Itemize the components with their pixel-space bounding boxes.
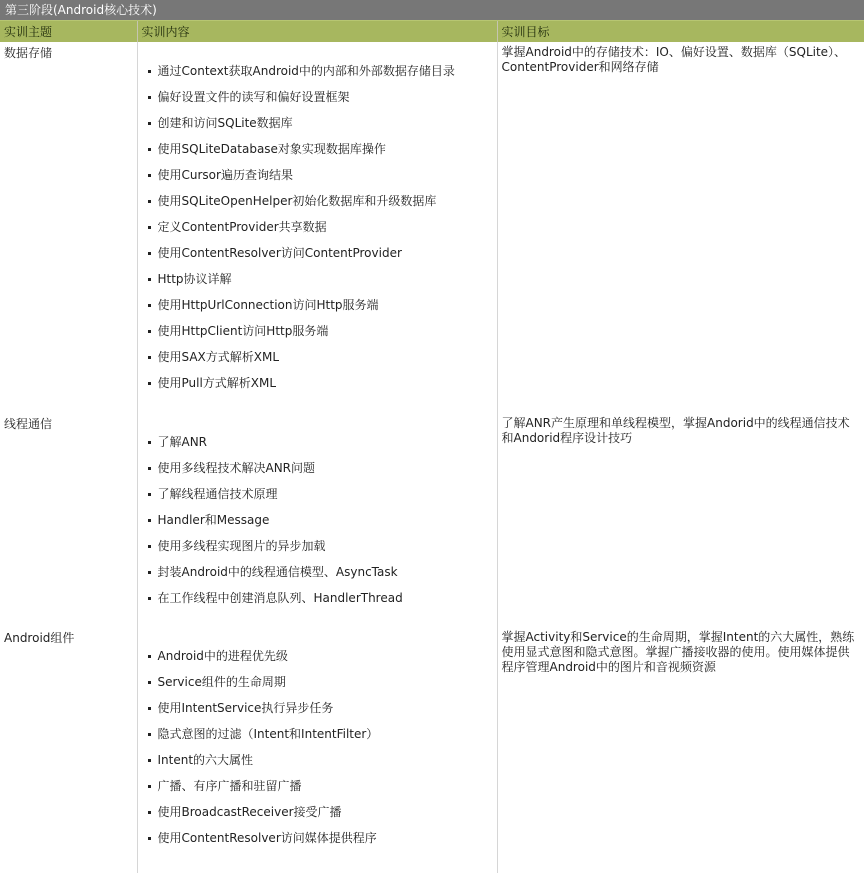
topic-cell: Android组件	[4, 631, 75, 645]
list-item: 了解ANR	[152, 429, 493, 455]
list-item: 偏好设置文件的读写和偏好设置框架	[152, 84, 493, 110]
goal-cell: 掌握Android中的存储技术：IO、偏好设置、数据库（SQLite）、ContentProvider和网络存储	[497, 42, 864, 413]
stage-title: 第三阶段(Android核心技术)	[0, 0, 864, 21]
topic-cell: 数据存储	[4, 46, 53, 60]
content-list	[142, 429, 493, 611]
content-cell	[137, 627, 497, 873]
content-list	[142, 643, 493, 851]
list-item: 创建和访问SQLite数据库	[152, 110, 493, 136]
list-item: Intent的六大属性	[152, 747, 493, 773]
list-item: 使用ContentResolver访问ContentProvider	[152, 240, 493, 266]
list-item: 使用SAX方式解析XML	[152, 344, 493, 370]
list-item: 使用Pull方式解析XML	[152, 370, 493, 396]
list-item: 隐式意图的过滤（Intent和IntentFilter）	[152, 721, 493, 747]
content-cell	[137, 413, 497, 627]
curriculum-table	[0, 21, 864, 873]
list-item: 了解线程通信技术原理	[152, 481, 493, 507]
content-cell	[137, 42, 497, 413]
list-item: 在工作线程中创建消息队列、HandlerThread	[152, 585, 493, 611]
header-goal: 实训目标	[497, 21, 864, 42]
list-item: 广播、有序广播和驻留广播	[152, 773, 493, 799]
list-item: 使用HttpUrlConnection访问Http服务端	[152, 292, 493, 318]
list-item: 定义ContentProvider共享数据	[152, 214, 493, 240]
header-row	[0, 21, 864, 42]
goal-cell: 了解ANR产生原理和单线程模型，掌握Andorid中的线程通信技术和Andorid程序设计技巧	[497, 413, 864, 627]
list-item: 使用SQLiteDatabase对象实现数据库操作	[152, 136, 493, 162]
table-row	[0, 627, 864, 873]
content-list	[142, 58, 493, 396]
table-row	[0, 413, 864, 627]
list-item: 使用ContentResolver访问媒体提供程序	[152, 825, 493, 851]
header-topic: 实训主题	[0, 21, 137, 42]
header-content: 实训内容	[137, 21, 497, 42]
list-item: 使用多线程技术解决ANR问题	[152, 455, 493, 481]
table-row	[0, 42, 864, 413]
list-item: 使用HttpClient访问Http服务端	[152, 318, 493, 344]
list-item: 使用多线程实现图片的异步加载	[152, 533, 493, 559]
list-item: 封装Android中的线程通信模型、AsyncTask	[152, 559, 493, 585]
list-item: 通过Context获取Android中的内部和外部数据存储目录	[152, 58, 493, 84]
list-item: Service组件的生命周期	[152, 669, 493, 695]
list-item: 使用Cursor遍历查询结果	[152, 162, 493, 188]
topic-cell: 线程通信	[4, 417, 53, 431]
goal-cell: 掌握Activity和Service的生命周期，掌握Intent的六大属性，熟练使用显式意图和隐式意图。掌握广播接收器的使用。使用媒体提供程序管理Android中的图片和音视频资源	[497, 627, 864, 873]
list-item: Http协议详解	[152, 266, 493, 292]
list-item: Android中的进程优先级	[152, 643, 493, 669]
list-item: 使用SQLiteOpenHelper初始化数据库和升级数据库	[152, 188, 493, 214]
list-item: 使用IntentService执行异步任务	[152, 695, 493, 721]
list-item: Handler和Message	[152, 507, 493, 533]
list-item: 使用BroadcastReceiver接受广播	[152, 799, 493, 825]
